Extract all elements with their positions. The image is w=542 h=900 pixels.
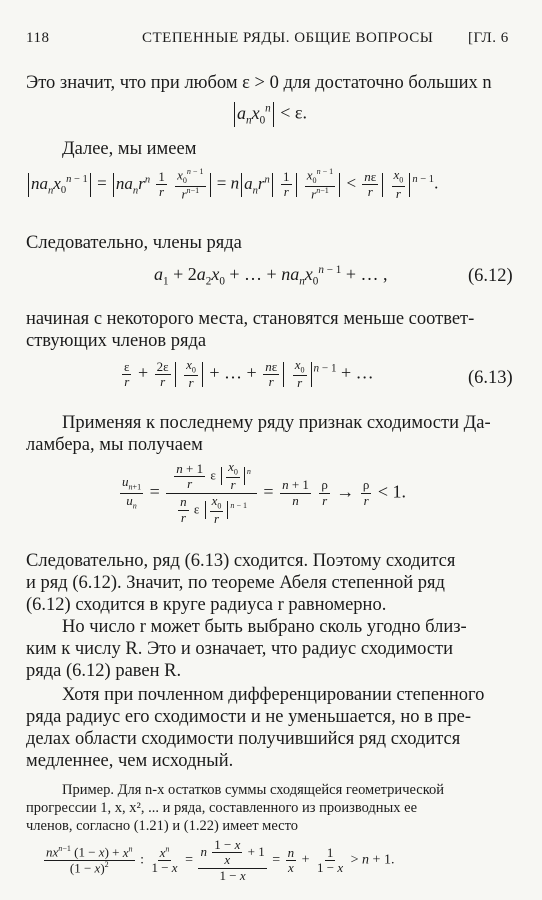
- paragraph-7a: Но число r может быть выбрано сколь угодно близ-: [62, 617, 467, 637]
- paragraph-7b: ким к числу R. Это и означает, что радиус сходимости: [26, 639, 454, 659]
- paragraph-8c: делах области сходимости получившийся ряд сходится: [26, 729, 461, 749]
- series-6-12: $a_1 + 2a_2x_0$ + … + $na_nx_0^{n - 1}$ + … ,: [154, 264, 388, 288]
- running-title: СТЕПЕННЫЕ РЯДЫ. ОБЩИЕ ВОПРОСЫ: [142, 30, 434, 46]
- paragraph-4a: начиная с некоторого места, становятся меньше соответ-: [26, 309, 475, 329]
- paragraph-5b: ламбера, мы получаем: [26, 435, 203, 455]
- paragraph-6a: Следовательно, ряд (6.13) сходится. Поэтому сходится: [26, 551, 456, 571]
- paragraph-6b: и ряд (6.12). Значит, по теореме Абеля степенной ряд: [26, 573, 445, 593]
- paragraph-8a: Хотя при почленном дифференцировании степенного: [62, 685, 485, 705]
- paragraph-5a: Применяя к последнему ряду признак сходимости Да-: [62, 413, 491, 433]
- paragraph-7c: ряда (6.12) равен R.: [26, 661, 182, 681]
- example-line-1: Пример. Для n-х остатков суммы сходящейся геометрической: [62, 782, 445, 798]
- eq-label-6-13: (6.13): [468, 368, 513, 388]
- formula-anx0-lt-eps: $a_nx_0^n < \varepsilon$.: [232, 102, 307, 127]
- formula-ratio-test: $\frac{u_{n+1}}{u_n}$ = $\frac{n + 1}{r}$ ε $\frac{x_0}{r}$ $^n$ $\frac{n}{r}$ ε $\frac{x_0}{r}$ $^{n - 1}$ = $\frac{n + 1}{n}$ $\frac{\rho}{r}$ → $\frac{\rho}{r}$ < 1.: [122, 459, 407, 527]
- paragraph-1: Это значит, что при любом ε > 0 для достаточно больших n: [26, 73, 492, 93]
- example-line-2: прогрессии 1, x, x², ... и ряда, составленного из производных ее: [26, 800, 418, 816]
- chapter-marker: [ГЛ. 6: [468, 30, 509, 46]
- paragraph-6c: (6.12) сходится в круге радиуса r равномерно.: [26, 595, 387, 615]
- page-number: 118: [26, 30, 50, 46]
- example-line-3: членов, согласно (1.21) и (1.22) имеет место: [26, 818, 298, 834]
- paragraph-8b: ряда радиус его сходимости и не уменьшается, но в пре-: [26, 707, 471, 727]
- eq-label-6-12: (6.12): [468, 266, 513, 286]
- paragraph-4b: ствующих членов ряда: [26, 331, 207, 351]
- series-6-13: $\frac{\varepsilon}{r}$ + $\frac{2\varepsilon}{r}$ $\frac{x_0}{r}$ + … + $\frac{n\varepsilon}{r}$ $\frac{x_0}{r}$ $^{n - 1}$ + …: [124, 357, 374, 391]
- paragraph-2: Далее, мы имеем: [62, 139, 197, 159]
- formula-estimate: $na_nx_0^{n - 1} = na_nr^n$ $\frac{1}{r}$ $\frac{x_0^{n - 1}}{r^{n-1}}$ = n $a_nr^n$ $\frac{1}{r}$ $\frac{x_0^{n - 1}}{r^{n-1}}$ < $\frac{n\varepsilon}{r}$ $\frac{x_0}{r}$ $^{n - 1}$.: [26, 168, 438, 201]
- paragraph-3: Следовательно, члены ряда: [26, 233, 242, 253]
- formula-example: $\frac{nx^{n-1} (1 - x) + x^n}{(1 - x)^2}$ : $\frac{x^n}{1 - x}$ = n $\frac{1 - x}{x}$ + 1 1 − x = $\frac{n}{x}$ + $\frac{1}{1 - x}$ > n + 1.: [46, 837, 395, 883]
- paragraph-8d: медленнее, чем исходный.: [26, 751, 234, 771]
